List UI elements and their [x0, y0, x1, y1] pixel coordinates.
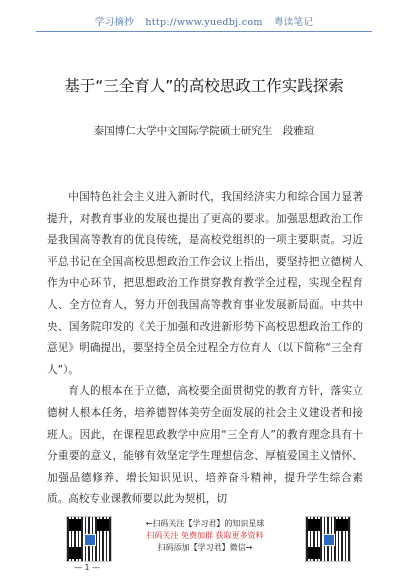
header-rule — [36, 31, 372, 32]
header-url[interactable]: http://www.yuedbj.com — [145, 17, 263, 28]
qr-code-left-icon[interactable] — [66, 516, 112, 562]
qr-code-right-icon[interactable] — [305, 516, 351, 562]
footer-line-3: 扫码添加【学习君】微信→ — [157, 543, 253, 552]
article-body — [47, 187, 363, 511]
header-left-text: 学习摘抄 — [94, 17, 135, 28]
paragraph: 中国特色社会主义进入新时代，我国经济实力和综合国力显著提升，对教育事业的发展也提出了更高的要求。加强思想政治工作是我国高等教育的优良传统，是高校党组织的一项主要职责。习近平总书记在全国高校思想政治工作会议上指出，要坚持把立德树人作为中心环节，把思想政治工作贯穿教育教学全过程，实现全程育人、全方位育人，努力开创我国高等教育事业发展新局面。中共中央、国务院印发的《关于加强和改进新形势下高校思想政治工作的意见》明确提出，要坚持全员全过程全方位育人（以下简称“三全育人”）。 — [47, 191, 363, 376]
footer-line-2: 扫码关注 免费加群 获取更多资料 — [146, 531, 264, 540]
page-footer — [0, 512, 408, 580]
article-title: 基于“三全育人”的高校思政工作实践探索 — [64, 77, 344, 95]
footer-line-1: ←扫码关注【学习君】的知识星球 — [145, 519, 265, 528]
article-author: 泰国博仁大学中文国际学院硕士研究生 段雅瑄 — [93, 125, 315, 137]
paragraph: 育人的根本在于立德，高校要全面贯彻党的教育方针，落实立德树人根本任务，培养德智体美劳全面发展的社会主义建设者和接班人。因此，在课程思政教学中应用“三全育人”的教育理念具有十分重要的意义，能够有效坚定学生理想信念、厚植爱国主义情怀、加强品德修养、增长知识见识、培养奋斗精神，提升学生综合素质。高校专业课教师要以此为契机，切 — [47, 385, 363, 506]
running-header — [0, 14, 408, 28]
header-right-text: 粤读笔记 — [273, 17, 314, 28]
page-number: — 1 — — [74, 563, 101, 572]
